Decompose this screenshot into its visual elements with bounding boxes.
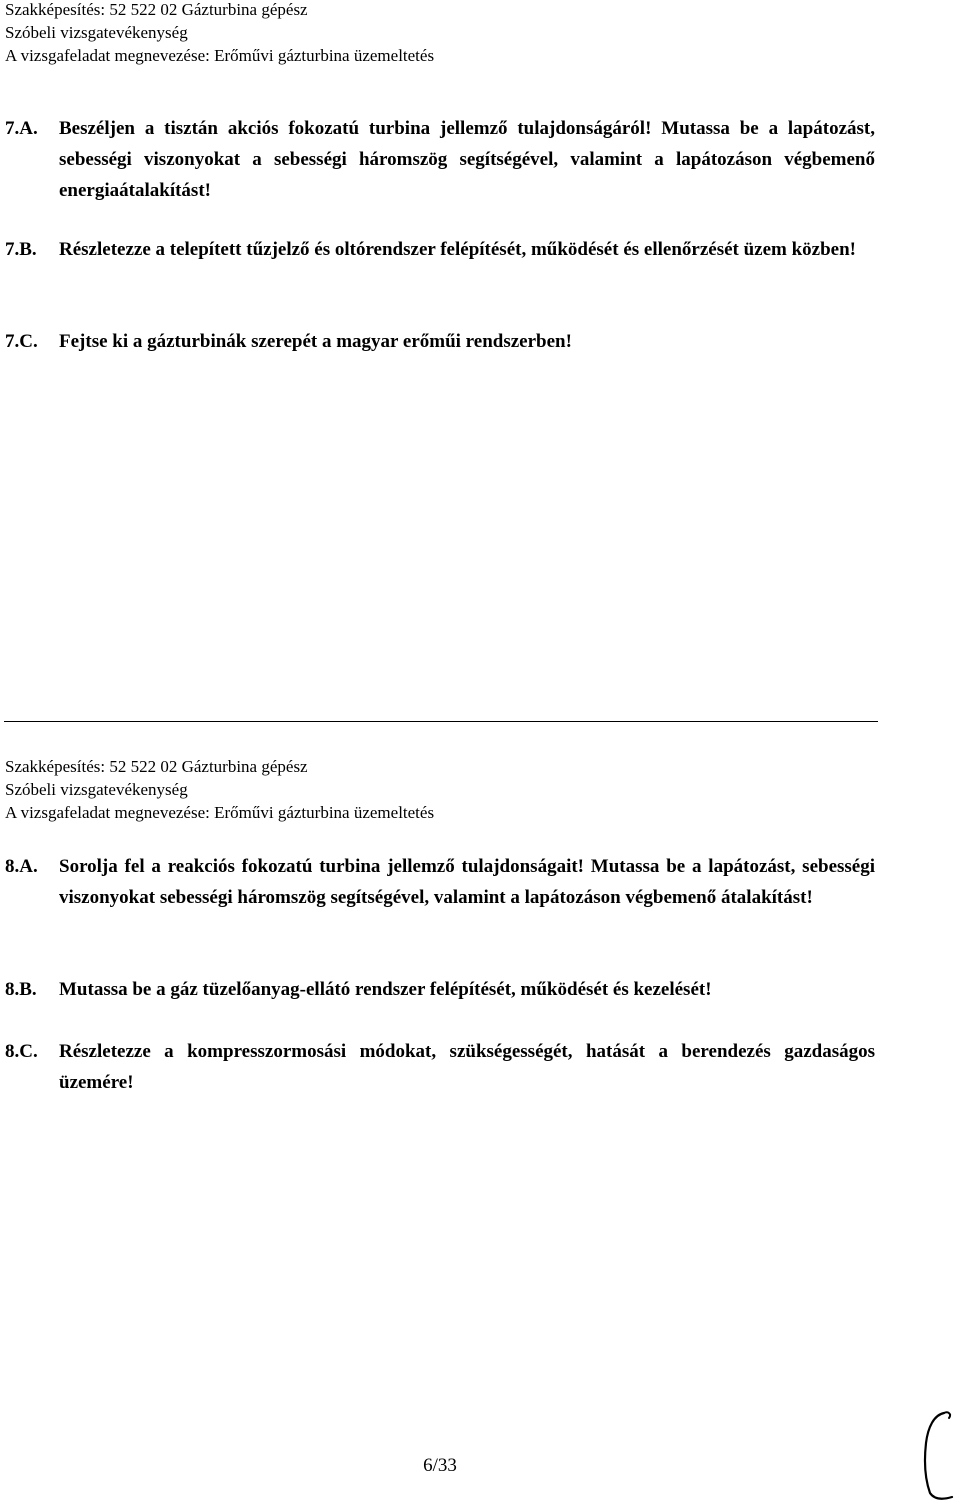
task-8b [5, 974, 875, 1005]
task-7c [5, 326, 875, 357]
task-code: 7.A. [5, 118, 38, 139]
page-header [5, 755, 434, 824]
task-code: 7.C. [5, 331, 38, 352]
qualification-line: Szakképesítés: 52 522 02 Gázturbina gépész [5, 0, 308, 19]
page-header [5, 0, 434, 67]
task-name-line: A vizsgafeladat megnevezése: Erőművi gázturbina üzemeltetés [5, 803, 435, 822]
exam-type-line: Szóbeli vizsgatevékenység [5, 23, 188, 42]
task-text: Mutassa be a gáz tüzelőanyag-ellátó rendszer felépítését, működését és kezelését! [59, 979, 712, 1000]
page-number: 6/33 [423, 1455, 457, 1476]
task-8c [5, 1036, 875, 1098]
task-7a [5, 113, 875, 206]
task-code: 8.B. [5, 979, 37, 1000]
signature-mark [910, 1405, 960, 1503]
task-name-line: A vizsgafeladat megnevezése: Erőművi gázturbina üzemeltetés [5, 46, 435, 65]
task-code: 8.A. [5, 856, 38, 877]
task-text: Fejtse ki a gázturbinák szerepét a magyar erőműi rendszerben! [59, 331, 572, 352]
task-text: Beszéljen a tisztán akciós fokozatú turbina jellemző tulajdonságáról! Mutassa be a lapátozást, sebességi viszonyokat a sebességi háromszög segítségével, valamint a lapátozáson végbemenő energiaátalakítást! [59, 118, 875, 201]
task-text: Részletezze a kompresszormosási módokat, szükségességét, hatását a berendezés gazdaságos üzemére! [59, 1041, 875, 1093]
task-code: 7.B. [5, 239, 37, 260]
task-code: 8.C. [5, 1041, 38, 1062]
task-8a [5, 851, 875, 913]
task-text: Részletezze a telepített tűzjelző és oltórendszer felépítését, működését és ellenőrzését üzem közben! [59, 239, 856, 260]
task-7b [5, 234, 875, 265]
section-divider [4, 721, 878, 722]
exam-type-line: Szóbeli vizsgatevékenység [5, 780, 188, 799]
task-text: Sorolja fel a reakciós fokozatú turbina jellemző tulajdonságait! Mutassa be a lapátozást, sebességi viszonyokat sebességi háromszög segítségével, valamint a lapátozáson végbemenő átalakítást! [59, 856, 875, 908]
qualification-line: Szakképesítés: 52 522 02 Gázturbina gépész [5, 757, 308, 776]
